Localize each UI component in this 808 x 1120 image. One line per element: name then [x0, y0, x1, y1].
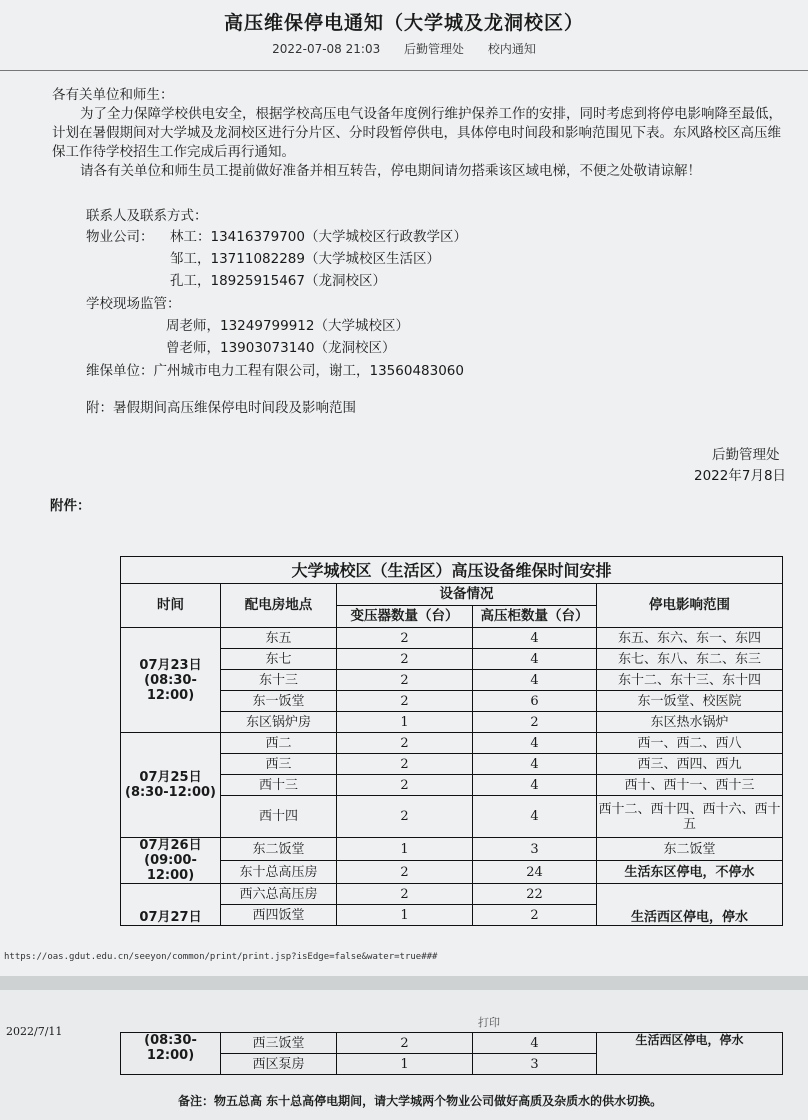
hv-cell: 4 [473, 775, 597, 796]
transformer-cell: 2 [337, 861, 473, 884]
range-cell: 东一饭堂、校医院 [597, 691, 783, 712]
hv-cell: 6 [473, 691, 597, 712]
contact-line: 林工：13416379700（大学城校区行政教学区） [170, 229, 467, 245]
room-cell: 西三 [221, 754, 337, 775]
date-group [121, 884, 221, 926]
category-link[interactable]: 校内通知 [487, 42, 536, 56]
transformer-cell: 2 [337, 691, 473, 712]
attachment-note: 附：暑假期间高压维保停电时间段及影响范围 [86, 400, 356, 416]
group-hours: (09:00-12:00) [144, 853, 197, 883]
range-cell: 西一、西二、西八 [597, 733, 783, 754]
table-remark: 备注：物五总高 东十总高停电期间，请大学城两个物业公司做好高质及杂质水的供水切换。 [178, 1094, 663, 1108]
paragraph-1: 为了全力保障学校供电安全，根据学校高压电气设备年度例行维护保养工作的安排，同时考虑到将停电影响降至最低，计划在暑假期间对大学城及龙洞校区进行分片区、分时段暂停供电，具体停电时间段和影响范围见下表。东风路校区高压维保工作待学校招生工作完成后再行通知。 [52, 106, 782, 160]
transformer-cell: 1 [337, 712, 473, 733]
school-label: 学校现场监管： [86, 296, 181, 312]
header-equipment: 设备情况 [337, 584, 597, 606]
contacts-title: 联系人及联系方式： [86, 208, 208, 224]
range-cell: 东二饭堂 [597, 838, 783, 861]
print-url[interactable]: https://oas.gdut.edu.cn/seeyon/common/print/print.jsp?isEdge=false&water=true### [4, 952, 438, 962]
transformer-cell: 2 [337, 754, 473, 775]
header-transformers: 变压器数量（台） [337, 606, 473, 628]
hv-cell: 4 [473, 1033, 597, 1054]
attachment-label[interactable]: 附件： [50, 498, 91, 514]
print-date: 2022/7/11 [6, 1025, 63, 1038]
room-cell: 东二饭堂 [221, 838, 337, 861]
hv-cell: 3 [473, 1054, 597, 1075]
transformer-cell: 2 [337, 796, 473, 838]
print-label[interactable]: 打印 [478, 1016, 500, 1029]
hv-cell: 4 [473, 628, 597, 649]
greeting: 各有关单位和师生： [52, 87, 174, 103]
signature-date: 2022年7月8日 [694, 468, 787, 484]
room-cell: 东七 [221, 649, 337, 670]
signature-dept: 后勤管理处 [712, 447, 780, 463]
transformer-cell: 1 [337, 1054, 473, 1075]
group-date: 07月25日 [139, 770, 202, 785]
hv-cell: 4 [473, 733, 597, 754]
date-group [121, 733, 221, 838]
hv-cell: 24 [473, 861, 597, 884]
range-cell: 西十二、西十四、西十六、西十五 [597, 796, 783, 838]
range-cell: 生活西区停电，停水 [597, 1033, 783, 1075]
contact-line: 孔工，18925915467（龙洞校区） [170, 273, 386, 289]
room-cell: 西三饭堂 [221, 1033, 337, 1054]
property-label: 物业公司： [86, 229, 154, 245]
header-range: 停电影响范围 [597, 584, 783, 628]
room-cell: 东十总高压房 [221, 861, 337, 884]
range-cell: 生活西区停电，停水 [597, 884, 783, 926]
header-time: 时间 [121, 584, 221, 628]
publisher-link[interactable]: 后勤管理处 [404, 42, 465, 56]
group-date: 07月23日 [139, 657, 202, 673]
transformer-cell: 1 [337, 905, 473, 926]
paragraph-2: 请各有关单位和师生员工提前做好准备并相互转告，停电期间请勿搭乘该区域电梯，不便之处敬请谅解！ [80, 163, 701, 179]
room-cell: 西区泵房 [221, 1054, 337, 1075]
transformer-cell: 2 [337, 628, 473, 649]
contact-line: 周老师，13249799912（大学城校区） [166, 318, 409, 334]
group-date: 07月26日 [139, 838, 202, 853]
room-cell: 西十三 [221, 775, 337, 796]
transformer-cell: 2 [337, 775, 473, 796]
maintenance-unit: 维保单位：广州城市电力工程有限公司，谢工，13560483060 [86, 363, 464, 379]
maintenance-schedule-table [120, 556, 782, 926]
header-divider [0, 70, 808, 71]
group-hours: (8:30-12:00) [125, 785, 216, 800]
room-cell: 西四饭堂 [221, 905, 337, 926]
range-cell: 西三、西四、西九 [597, 754, 783, 775]
transformer-cell: 1 [337, 838, 473, 861]
hv-cell: 4 [473, 649, 597, 670]
range-cell: 东十二、东十三、东十四 [597, 670, 783, 691]
notice-meta [0, 40, 808, 57]
hv-cell: 2 [473, 712, 597, 733]
room-cell: 西二 [221, 733, 337, 754]
room-cell: 东五 [221, 628, 337, 649]
range-cell: 西十、西十一、西十三 [597, 775, 783, 796]
header-room: 配电房地点 [221, 584, 337, 628]
table-caption: 大学城校区（生活区）高压设备维保时间安排 [121, 557, 783, 584]
header-hv-cabinets: 高压柜数量（台） [473, 606, 597, 628]
room-cell: 西十四 [221, 796, 337, 838]
hv-cell: 2 [473, 905, 597, 926]
range-cell: 生活东区停电，不停水 [597, 861, 783, 884]
room-cell: 东区锅炉房 [221, 712, 337, 733]
transformer-cell: 2 [337, 733, 473, 754]
hv-cell: 3 [473, 838, 597, 861]
range-cell: 东五、东六、东一、东四 [597, 628, 783, 649]
room-cell: 东十三 [221, 670, 337, 691]
notice-title: 高压维保停电通知（大学城及龙洞校区） [223, 12, 584, 34]
room-cell: 东一饭堂 [221, 691, 337, 712]
transformer-cell: 2 [337, 649, 473, 670]
room-cell: 西六总高压房 [221, 884, 337, 905]
transformer-cell: 2 [337, 884, 473, 905]
group-hours: (08:30-12:00) [144, 672, 197, 703]
hv-cell: 22 [473, 884, 597, 905]
hv-cell: 4 [473, 796, 597, 838]
transformer-cell: 2 [337, 1033, 473, 1054]
contact-line: 曾老师，13903073140（龙洞校区） [166, 340, 396, 356]
range-cell: 东七、东八、东二、东三 [597, 649, 783, 670]
transformer-cell: 2 [337, 670, 473, 691]
range-cell: 东区热水锅炉 [597, 712, 783, 733]
schedule-table-continued [120, 1032, 782, 1075]
contact-line: 邹工，13711082289（大学城校区生活区） [170, 251, 440, 267]
hv-cell: 4 [473, 754, 597, 775]
publish-datetime: 2022-07-08 21:03 [272, 42, 381, 56]
hv-cell: 4 [473, 670, 597, 691]
group-hours: (08:30-12:00) [121, 1033, 221, 1075]
group-date: 07月27日 [139, 910, 202, 925]
date-group [121, 838, 221, 884]
date-group [121, 628, 221, 733]
